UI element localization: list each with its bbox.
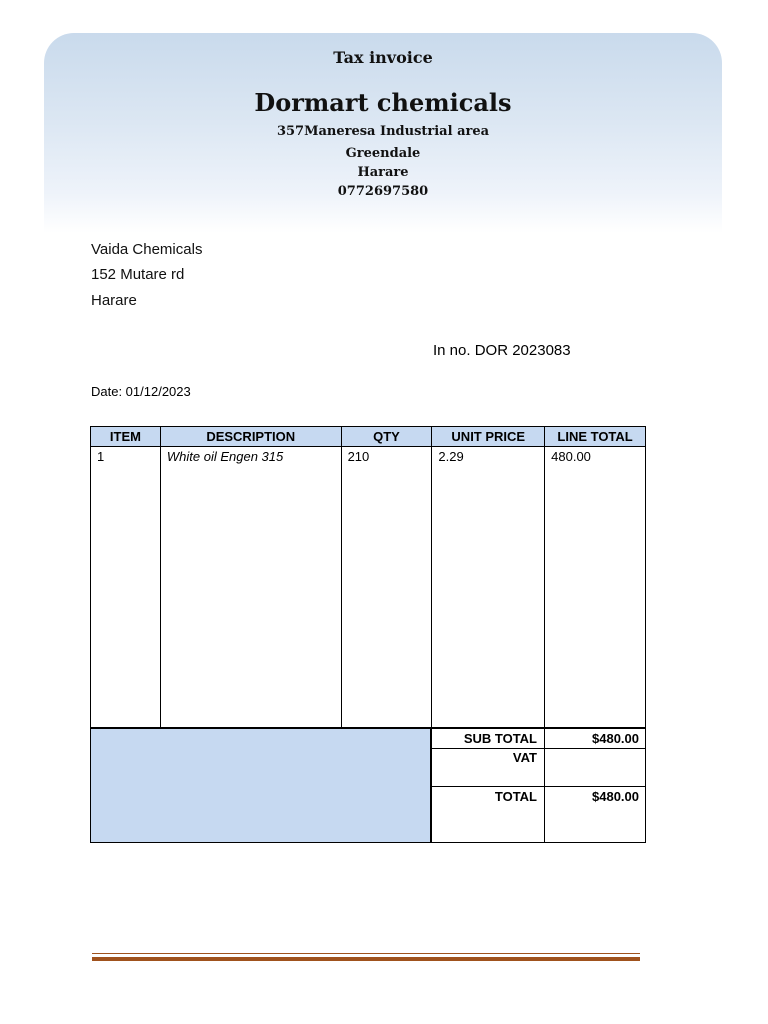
items-table: [90, 426, 646, 728]
invoice-date: Date: 01/12/2023: [91, 384, 191, 399]
table-row: [91, 447, 646, 728]
invoice-number: In no. DOR 2023083: [433, 342, 571, 359]
vat-label: VAT: [512, 750, 537, 765]
cell-description: White oil Engen 315: [160, 447, 341, 728]
col-header-description: DESCRIPTION: [160, 427, 341, 447]
footer-rule-thin: [92, 953, 640, 954]
company-phone: 0772697580: [337, 184, 429, 199]
col-header-item: ITEM: [91, 427, 161, 447]
totals-box: [431, 728, 646, 843]
subtotal-label: SUB TOTAL: [463, 731, 537, 746]
subtotal-value: $480.00: [592, 731, 639, 746]
cell-line-total: 480.00: [545, 447, 646, 728]
billto-street: 152 Mutare rd: [91, 266, 185, 283]
cell-qty: 210: [341, 447, 432, 728]
col-header-line-total: LINE TOTAL: [545, 427, 646, 447]
col-header-qty: QTY: [341, 427, 432, 447]
totals-shaded-area: [90, 728, 431, 843]
totals-row-rule: [432, 786, 645, 787]
billto-city: Harare: [91, 292, 137, 309]
col-header-unit-price: UNIT PRICE: [432, 427, 545, 447]
company-name: Dormart chemicals: [254, 88, 512, 117]
invoice-title: Tax invoice: [333, 48, 433, 67]
total-label: TOTAL: [494, 789, 537, 804]
cell-unit-price: 2.29: [432, 447, 545, 728]
cell-item: 1: [91, 447, 161, 728]
billto-name: Vaida Chemicals: [91, 241, 203, 258]
company-address-line1: 357Maneresa Industrial area: [276, 124, 490, 139]
company-address-line2: Greendale: [345, 146, 421, 161]
totals-row-rule: [432, 748, 645, 749]
table-header-row: [91, 427, 646, 447]
footer-rule-thick: [92, 957, 640, 961]
company-address-line3: Harare: [357, 165, 409, 180]
total-value: $480.00: [592, 789, 639, 804]
